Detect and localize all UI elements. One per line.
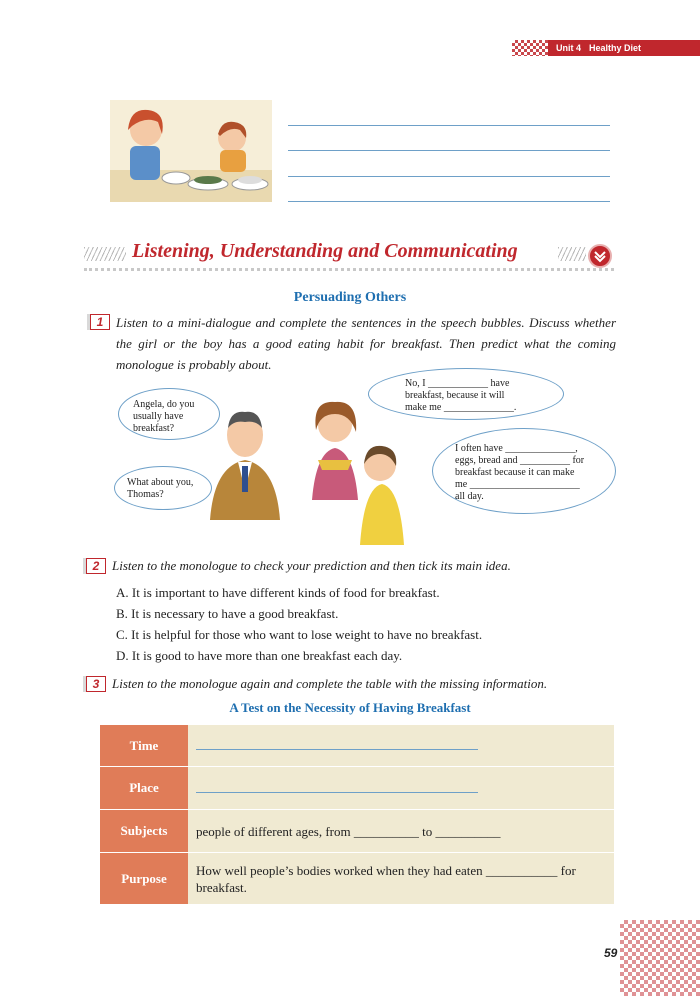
option-a[interactable]: A. It is important to have different kinds of food for breakfast. xyxy=(116,585,440,600)
footer-checker-pattern xyxy=(620,920,700,996)
bubble-line: I often have ______________, xyxy=(455,443,578,454)
row-label: Time xyxy=(100,725,188,766)
table-row xyxy=(100,767,614,810)
answer-line[interactable] xyxy=(288,150,610,151)
bubble-line: me ______________________ xyxy=(455,479,580,490)
page-number: 59 xyxy=(604,946,618,960)
bubble-line: No, I ____________ have xyxy=(405,378,510,389)
options-list xyxy=(116,582,482,666)
answer-line[interactable] xyxy=(288,125,610,126)
task-number: 1 xyxy=(90,314,110,330)
bubble-text: What about you, Thomas? xyxy=(127,477,194,500)
dotted-divider xyxy=(84,268,614,271)
header-checker-pattern xyxy=(512,40,548,56)
table-row xyxy=(100,725,614,767)
task-instruction: Listen to the monologue again and complete the table with the missing information. xyxy=(112,676,548,691)
hatch-decoration xyxy=(84,247,126,261)
row-label: Subjects xyxy=(100,810,188,852)
speech-bubble xyxy=(118,388,220,440)
blank-line[interactable] xyxy=(196,749,478,750)
task-instruction: Listen to the monologue to check your prediction and then tick its main idea. xyxy=(112,558,511,573)
table-row xyxy=(100,853,614,905)
bubble-line: all day. xyxy=(455,491,484,502)
bubble-line: eggs, bread and __________ for xyxy=(455,455,585,466)
task-instruction: Listen to a mini-dialogue and complete the sentences in the speech bubbles. Discuss whether the girl or the boy has a good eating habit for breakfast. Then predict what the coming monologue is probably about. xyxy=(116,315,616,372)
speech-bubble-boy xyxy=(432,428,616,514)
bubble-line: breakfast, because it will xyxy=(405,390,505,401)
unit-tag xyxy=(548,40,700,56)
row-label: Purpose xyxy=(100,853,188,904)
task-number: 3 xyxy=(86,676,106,692)
table-title: A Test on the Necessity of Having Breakfast xyxy=(229,700,471,715)
table-row xyxy=(100,810,614,853)
chevron-down-icon xyxy=(588,244,612,268)
row-value[interactable] xyxy=(188,767,614,809)
speech-bubble-girl xyxy=(368,368,564,420)
section-subtitle: Persuading Others xyxy=(293,290,407,305)
option-c[interactable]: C. It is helpful for those who want to lose weight to have no breakfast. xyxy=(116,627,483,642)
unit-label: Unit 4 xyxy=(556,43,582,53)
hatch-decoration xyxy=(558,247,586,261)
unit-topic: Healthy Diet xyxy=(589,43,642,53)
row-label: Place xyxy=(100,767,188,809)
breakfast-illustration xyxy=(110,100,272,202)
section-title-bar xyxy=(84,240,616,270)
option-b[interactable]: B. It is necessary to have a good breakfast. xyxy=(116,606,339,621)
speech-bubble xyxy=(114,466,212,510)
option-d[interactable]: D. It is good to have more than one breakfast each day. xyxy=(116,648,403,663)
answer-line[interactable] xyxy=(288,201,610,202)
row-value[interactable] xyxy=(188,725,614,766)
bubble-line: make me ______________. xyxy=(405,402,517,413)
section-title: Listening, Understanding and Communicating xyxy=(132,240,518,262)
bubble-text: Angela, do you usually have breakfast? xyxy=(133,399,195,434)
bubble-line: breakfast because it can make xyxy=(455,467,575,478)
answer-line[interactable] xyxy=(288,176,610,177)
row-value[interactable]: people of different ages, from __________ to __________ xyxy=(188,810,614,852)
info-table xyxy=(100,725,614,905)
row-value[interactable]: How well people’s bodies worked when they had eaten ___________ for breakfast. xyxy=(188,853,614,904)
blank-line[interactable] xyxy=(196,792,478,793)
task-number: 2 xyxy=(86,558,106,574)
